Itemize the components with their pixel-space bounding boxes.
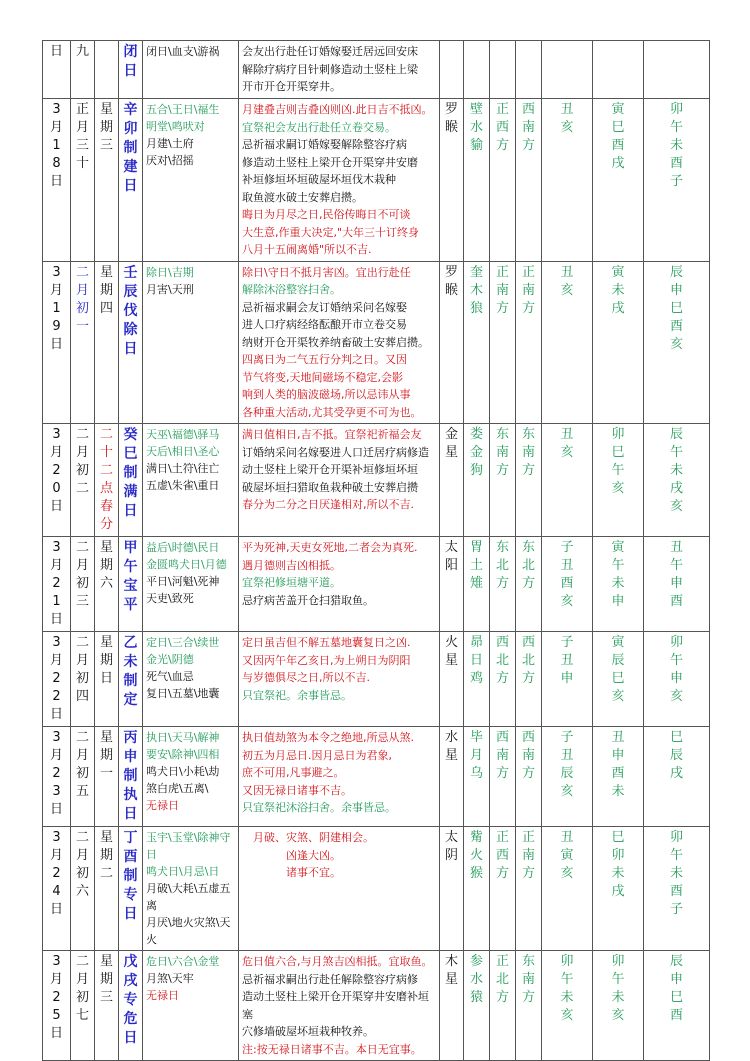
jixiong-cell xyxy=(143,632,239,727)
ji-hours-1-cell xyxy=(593,951,644,1061)
yiji-line: 与岁德俱尽之日,所以不吉. xyxy=(242,671,370,684)
weekday-cell xyxy=(95,99,119,262)
ganzhi-day: 闭日 xyxy=(123,44,138,79)
weekday: 星期二 xyxy=(99,830,113,881)
weekday: 星期一 xyxy=(99,730,113,781)
lunar-mansion: 胃土雉 xyxy=(469,540,483,591)
ji-hours-1: 卯午未亥 xyxy=(611,954,625,1023)
xi-shen-direction: 东南方 xyxy=(495,427,509,478)
solar-date-cell xyxy=(43,632,71,727)
yiji-cell xyxy=(239,424,440,537)
yiji-line: 穴修墙破屋坏垣栽种牧养。 xyxy=(242,1025,374,1038)
yiji-line: 庶不可用,凡事避之。 xyxy=(242,766,345,779)
yiji-cell xyxy=(239,727,440,827)
ji-hours-1-cell xyxy=(593,727,644,827)
lunar-date-cell xyxy=(71,424,95,537)
jixiong-line: 厌对\招摇 xyxy=(146,154,194,167)
duty-star: 太阴 xyxy=(444,830,458,863)
xi-shen-direction: 东北方 xyxy=(495,540,509,591)
jixiong-cell xyxy=(143,727,239,827)
lunar-mansion: 觜火猴 xyxy=(469,830,483,881)
solar-date-cell xyxy=(43,424,71,537)
cai-shen-hours-cell xyxy=(542,951,593,1061)
solar-date-cell xyxy=(43,537,71,632)
solar-date-cell xyxy=(43,951,71,1061)
cai-shen-hours-cell xyxy=(542,424,593,537)
ganzhi-day: 辛卯制建日 xyxy=(123,102,138,194)
yiji-cell xyxy=(239,537,440,632)
lunar-mansion-cell xyxy=(464,632,490,727)
ji-hours-1: 巳卯未戌 xyxy=(611,830,625,899)
ji-hours-2-cell xyxy=(644,261,710,424)
jixiong-line: 无禄日 xyxy=(146,989,179,1002)
lunar-mansion: 昴日鸡 xyxy=(469,635,483,686)
ji-hours-2: 辰申巳酉亥 xyxy=(669,264,683,352)
jixiong-line: 除日\吉期 xyxy=(146,265,194,279)
jixiong-cell xyxy=(143,261,239,424)
xi-shen-direction: 正西方 xyxy=(495,102,509,153)
yiji-line: 造动土竖柱上梁开仓开渠穿井安磨补垣塞 xyxy=(242,990,429,1021)
almanac-row xyxy=(43,951,710,1061)
fu-shen-direction-cell xyxy=(516,951,542,1061)
yiji-cell xyxy=(239,99,440,262)
xi-shen-direction-cell xyxy=(490,424,516,537)
yiji-line: 凶逢大凶。 xyxy=(242,848,341,862)
weekday: 二十二点春分 xyxy=(99,427,113,532)
yiji-line: 解除疗病疗目针刺修造动土竖柱上梁 xyxy=(242,62,418,76)
jixiong-line: 无禄日 xyxy=(146,799,179,812)
cai-shen-hours-cell xyxy=(542,261,593,424)
duty-star-cell xyxy=(440,727,464,827)
ji-hours-1-cell xyxy=(593,632,644,727)
cai-shen-hours: 丑亥 xyxy=(560,264,574,298)
weekday-cell xyxy=(95,41,119,99)
jixiong-line: 益后\时德\民日 xyxy=(146,541,220,554)
yiji-line: 晦日为月尽之日,民俗传晦日不可谈 xyxy=(242,208,411,221)
fu-shen-direction-cell xyxy=(516,424,542,537)
jixiong-line: 金匮鸣犬日\月德 xyxy=(146,558,227,571)
yiji-line: 开市开仓开渠穿井。 xyxy=(242,80,341,93)
jixiong-line: 玉宇\玉堂\除神守日 xyxy=(146,831,231,861)
jixiong-line: 明堂\鸣吠对 xyxy=(146,120,205,133)
yiji-line: 各种重大活动,尤其受孕更不可为也。 xyxy=(242,405,422,419)
lunar-mansion: 奎木狼 xyxy=(469,264,483,316)
jixiong-cell xyxy=(143,41,239,99)
jixiong-cell xyxy=(143,424,239,537)
fu-shen-direction: 正南方 xyxy=(521,830,535,881)
fu-shen-direction: 正南方 xyxy=(521,264,535,316)
yiji-line: 节气将变,天地间磁场不稳定,会影 xyxy=(242,370,403,384)
lunar-date: 二月初三 xyxy=(75,540,89,609)
duty-star: 太阳 xyxy=(444,540,458,573)
lunar-date: 二月初四 xyxy=(75,635,89,704)
lunar-mansion-cell xyxy=(464,261,490,424)
fu-shen-direction: 东南方 xyxy=(521,427,535,478)
lunar-date-cell xyxy=(71,727,95,827)
solar-date-cell xyxy=(43,261,71,424)
jixiong-line: 鸣犬日\月忌\日 xyxy=(146,865,220,878)
ji-hours-1: 寅巳酉戌 xyxy=(611,102,625,171)
xi-shen-direction-cell xyxy=(490,261,516,424)
lunar-date-cell xyxy=(71,261,95,424)
yiji-cell xyxy=(239,951,440,1061)
yiji-line: 又因丙午年乙亥日,为上朔日为阴阳 xyxy=(242,653,411,667)
jixiong-line: 月破\大耗\五虚五离 xyxy=(146,882,231,912)
ji-hours-1: 寅辰巳亥 xyxy=(611,635,625,704)
yiji-line: 八月十五闹离婚"所以不吉. xyxy=(242,243,372,256)
jixiong-line: 煞白虎\五离\ xyxy=(146,782,209,795)
ganzhi-day-cell xyxy=(119,99,143,262)
fu-shen-direction-cell xyxy=(516,632,542,727)
fu-shen-direction-cell xyxy=(516,99,542,262)
jixiong-line: 五合\王日\福生 xyxy=(146,103,220,116)
almanac-table xyxy=(42,40,710,1061)
solar-date: 3月24日 xyxy=(49,830,63,917)
xi-shen-direction-cell xyxy=(490,537,516,632)
yiji-line: 取鱼渡水破土安葬启攒。 xyxy=(242,190,363,204)
duty-star-cell xyxy=(440,632,464,727)
weekday-cell xyxy=(95,537,119,632)
lunar-date: 二月初七 xyxy=(75,954,89,1023)
yiji-line: 定日虽吉但不解五墓地囊复日之凶. xyxy=(242,636,411,649)
yiji-line: 宜祭祀会友出行赴任立卷交易。 xyxy=(242,120,396,134)
duty-star-cell xyxy=(440,537,464,632)
fu-shen-direction: 西北方 xyxy=(521,635,535,686)
jixiong-cell xyxy=(143,537,239,632)
yiji-line: 动土竖柱上梁开仓开渠补垣修垣坏垣 xyxy=(242,463,418,476)
jixiong-line: 月煞\天牢 xyxy=(146,972,194,985)
lunar-date-cell xyxy=(71,41,95,99)
fu-shen-direction: 西南方 xyxy=(521,102,535,153)
yiji-line: 宜祭祀修垣塘平道。 xyxy=(242,576,341,589)
weekday: 星期三 xyxy=(99,954,113,1005)
lunar-date: 二月初一 xyxy=(75,264,89,334)
yiji-line: 四离日为二气五行分判之日。又因 xyxy=(242,353,407,366)
lunar-date: 九 xyxy=(75,44,89,59)
ganzhi-day-cell xyxy=(119,537,143,632)
ji-hours-2-cell xyxy=(644,99,710,262)
yiji-line: 破屋坏垣扫猎取鱼栽种破土安葬启攒 xyxy=(242,480,418,494)
duty-star-cell xyxy=(440,99,464,262)
lunar-mansion-cell xyxy=(464,99,490,262)
yiji-line: 月建叠吉则吉叠凶则凶.此日吉不抵凶。 xyxy=(242,103,433,116)
lunar-date: 二月初五 xyxy=(75,730,89,799)
ganzhi-day: 乙未制定 xyxy=(123,635,138,708)
yiji-line: 只宜祭祀。余事皆忌。 xyxy=(242,688,352,702)
yiji-line: 响到人类的脑波磁场,所以忌讳从事 xyxy=(242,388,411,401)
jixiong-line: 定日\三合\续世 xyxy=(146,636,220,649)
cai-shen-hours: 丑亥 xyxy=(560,102,574,135)
ganzhi-day: 癸巳制满日 xyxy=(123,427,138,519)
ji-hours-2-cell xyxy=(644,41,710,99)
jixiong-line: 天后\相日\圣心 xyxy=(146,445,220,458)
cai-shen-hours: 子丑申 xyxy=(560,635,574,686)
cai-shen-hours-cell xyxy=(542,41,593,99)
ganzhi-day: 壬辰伐除日 xyxy=(123,264,138,357)
yiji-cell xyxy=(239,261,440,424)
ji-hours-2-cell xyxy=(644,632,710,727)
ji-hours-2: 巳辰戌 xyxy=(669,730,683,781)
jixiong-line: 死气\血忌 xyxy=(146,670,194,683)
ji-hours-2: 卯午申亥 xyxy=(669,635,683,704)
jixiong-line: 月害\天刑 xyxy=(146,282,194,296)
yiji-line: 遇月德则吉凶相抵。 xyxy=(242,558,341,572)
ji-hours-1: 寅午未申 xyxy=(611,540,625,609)
solar-date: 日 xyxy=(49,44,63,59)
yiji-line: 进人口疗病经络酝酿开市立卷交易 xyxy=(242,318,407,331)
ji-hours-2: 丑午申酉 xyxy=(669,540,683,609)
fu-shen-direction: 西南方 xyxy=(521,730,535,781)
yiji-line: 注:按无禄日诸事不吉。本日无宜事。 xyxy=(242,1042,422,1056)
jixiong-cell xyxy=(143,951,239,1061)
xi-shen-direction: 正西方 xyxy=(495,830,509,881)
almanac-row xyxy=(43,727,710,827)
cai-shen-hours-cell xyxy=(542,632,593,727)
xi-shen-direction: 西北方 xyxy=(495,635,509,686)
almanac-row xyxy=(43,41,710,99)
ji-hours-1: 寅未戌 xyxy=(611,264,625,316)
jixiong-line: 满日\土符\往亡 xyxy=(146,462,220,475)
jixiong-line: 闭日\血支\游祸 xyxy=(146,45,220,58)
xi-shen-direction: 正南方 xyxy=(495,264,509,316)
weekday-cell xyxy=(95,632,119,727)
weekday-cell xyxy=(95,424,119,537)
weekday-cell xyxy=(95,951,119,1061)
solar-date: 3月21日 xyxy=(49,540,63,627)
ganzhi-day-cell xyxy=(119,632,143,727)
xi-shen-direction: 西南方 xyxy=(495,730,509,781)
jixiong-line: 五虚\朱雀\重日 xyxy=(146,479,220,492)
lunar-mansion-cell xyxy=(464,424,490,537)
almanac-row xyxy=(43,424,710,537)
duty-star: 火星 xyxy=(444,635,458,668)
lunar-date-cell xyxy=(71,951,95,1061)
almanac-row xyxy=(43,99,710,262)
jixiong-line: 月建\土府 xyxy=(146,137,194,150)
ji-hours-2: 卯午未酉子 xyxy=(669,102,683,189)
cai-shen-hours: 丑亥 xyxy=(560,427,574,460)
lunar-date-cell xyxy=(71,537,95,632)
lunar-mansion-cell xyxy=(464,537,490,632)
jixiong-line: 要安\除神\四相 xyxy=(146,748,220,761)
xi-shen-direction-cell xyxy=(490,727,516,827)
yiji-line: 纳财开仓开渠牧养纳畜破土安葬启攒。 xyxy=(242,335,429,349)
xi-shen-direction-cell xyxy=(490,951,516,1061)
yiji-line: 诸事不宜。 xyxy=(242,866,341,879)
lunar-date: 二月初二 xyxy=(75,427,89,496)
solar-date: 3月23日 xyxy=(49,730,63,817)
cai-shen-hours: 丑寅亥 xyxy=(560,830,574,881)
ji-hours-2-cell xyxy=(644,727,710,827)
yiji-line: 忌疗病苦盖开仓扫猎取鱼。 xyxy=(242,593,374,607)
ji-hours-1-cell xyxy=(593,99,644,262)
jixiong-line: 危日\六合\金堂 xyxy=(146,955,220,968)
jixiong-line: 月厌\地火灾煞\天火 xyxy=(146,916,231,946)
lunar-date-cell xyxy=(71,632,95,727)
cai-shen-hours: 卯午未亥 xyxy=(560,954,574,1023)
ganzhi-day: 甲午宝平 xyxy=(123,540,138,613)
solar-date: 3月22日 xyxy=(49,635,63,722)
yiji-line: 满日值相日,吉不抵。宜祭祀祈福会友 xyxy=(242,428,422,441)
jixiong-line: 平日\河魁\死神 xyxy=(146,575,220,588)
fu-shen-direction: 东北方 xyxy=(521,540,535,591)
almanac-row xyxy=(43,632,710,727)
ji-hours-1-cell xyxy=(593,261,644,424)
jixiong-line: 天吏\致死 xyxy=(146,592,194,605)
fu-shen-direction-cell xyxy=(516,41,542,99)
xi-shen-direction-cell xyxy=(490,632,516,727)
almanac-row xyxy=(43,537,710,632)
almanac-row xyxy=(43,261,710,424)
yiji-line: 执日值劫煞为本令之绝地,所忌从煞. xyxy=(242,731,414,744)
duty-star-cell xyxy=(440,261,464,424)
yiji-line: 除日\守日不抵月害凶。宜出行赴任 xyxy=(242,265,411,279)
yiji-line: 订婚纳采问名嫁娶进人口迁居疗病修造 xyxy=(242,445,429,459)
yiji-line: 解除沐浴整容扫舍。 xyxy=(242,283,341,296)
solar-date-cell xyxy=(43,41,71,99)
cai-shen-hours-cell xyxy=(542,99,593,262)
ji-hours-2: 辰午未戌亥 xyxy=(669,427,683,514)
yiji-line: 忌祈福求嗣订婚嫁娶解除整容疗病 xyxy=(242,138,407,151)
lunar-mansion: 毕月乌 xyxy=(469,730,483,781)
solar-date: 3月18日 xyxy=(49,102,63,189)
duty-star-cell xyxy=(440,41,464,99)
duty-star: 金星 xyxy=(444,427,458,460)
cai-shen-hours: 子丑辰亥 xyxy=(560,730,574,799)
duty-star: 水星 xyxy=(444,730,458,763)
ganzhi-day-cell xyxy=(119,727,143,827)
weekday: 星期六 xyxy=(99,540,113,591)
jixiong-line: 天巫\福德\驿马 xyxy=(146,428,220,441)
solar-date: 3月25日 xyxy=(49,954,63,1041)
ji-hours-2-cell xyxy=(644,537,710,632)
yiji-cell xyxy=(239,41,440,99)
yiji-line: 修造动土竖柱上梁开仓开渠穿井安磨 xyxy=(242,155,418,169)
solar-date-cell xyxy=(43,727,71,827)
ganzhi-day-cell xyxy=(119,951,143,1061)
duty-star: 罗睺 xyxy=(444,264,458,298)
xi-shen-direction: 正北方 xyxy=(495,954,509,1005)
xi-shen-direction-cell xyxy=(490,41,516,99)
cai-shen-hours-cell xyxy=(542,727,593,827)
duty-star-cell xyxy=(440,951,464,1061)
yiji-line: 大生意,作重大决定,"大年三十订终身 xyxy=(242,225,420,239)
ganzhi-day-cell xyxy=(119,261,143,424)
jixiong-line: 金光\阴德 xyxy=(146,653,194,666)
lunar-mansion-cell xyxy=(464,951,490,1061)
duty-star: 木星 xyxy=(444,954,458,987)
ganzhi-day-cell xyxy=(119,41,143,99)
ganzhi-day: 戊戌专危日 xyxy=(123,954,138,1046)
duty-star-cell xyxy=(440,424,464,537)
fu-shen-direction-cell xyxy=(516,261,542,424)
solar-date: 3月20日 xyxy=(49,427,63,514)
yiji-line: 只宜祭祀沐浴扫舍。余事皆忌。 xyxy=(242,801,396,814)
lunar-date-cell xyxy=(71,99,95,262)
ji-hours-1-cell xyxy=(593,537,644,632)
ji-hours-1-cell xyxy=(593,424,644,537)
ganzhi-day-cell xyxy=(119,424,143,537)
yiji-line: 会友出行赴任订婚嫁娶迁居远回安床 xyxy=(242,45,418,58)
lunar-mansion: 参水猿 xyxy=(469,954,483,1005)
ji-hours-1: 卯巳午亥 xyxy=(611,427,625,496)
ji-hours-2-cell xyxy=(644,424,710,537)
lunar-mansion-cell xyxy=(464,41,490,99)
yiji-line: 补垣修垣坏垣破屋坏垣伐木栽种 xyxy=(242,173,396,186)
xi-shen-direction-cell xyxy=(490,99,516,262)
yiji-line: 春分为二分之日厌逢相对,所以不吉. xyxy=(242,498,414,511)
ji-hours-2: 辰申巳酉 xyxy=(669,954,683,1023)
lunar-mansion: 娄金狗 xyxy=(469,427,483,478)
solar-date-cell xyxy=(43,99,71,262)
lunar-date: 二月初六 xyxy=(75,830,89,899)
solar-date: 3月19日 xyxy=(49,264,63,352)
yiji-line: 平为死神,天吏女死地,二者会为真死. xyxy=(242,541,418,554)
jixiong-line: 鸣犬日\小耗\劫 xyxy=(146,765,220,778)
lunar-date: 正月三十 xyxy=(75,102,89,171)
ganzhi-day: 丁酉制专日 xyxy=(123,830,138,922)
ji-hours-1: 丑申酉未 xyxy=(611,730,625,799)
duty-star: 罗睺 xyxy=(444,102,458,135)
lunar-mansion-cell xyxy=(464,727,490,827)
fu-shen-direction-cell xyxy=(516,727,542,827)
weekday: 星期三 xyxy=(99,102,113,153)
weekday: 星期日 xyxy=(99,635,113,686)
yiji-line: 危日值六合,与月煞吉凶相抵。宜取鱼。 xyxy=(242,955,433,968)
ganzhi-day: 丙申制执日 xyxy=(123,730,138,822)
jixiong-line: 执日\天马\解神 xyxy=(146,731,220,744)
weekday: 星期四 xyxy=(99,264,113,316)
yiji-line: 忌祈福求嗣出行赴任解除整容疗病修 xyxy=(242,972,418,986)
ji-hours-1-cell xyxy=(593,41,644,99)
yiji-line: 又因无禄日诸事不吉。 xyxy=(242,783,352,797)
ji-hours-2: 卯午未酉子 xyxy=(669,830,683,917)
yiji-line: 初五为月忌日.因月忌日为君象, xyxy=(242,748,392,762)
yiji-line: 月破、灾煞、阴建相会。 xyxy=(242,831,374,844)
jixiong-line: 复日\五墓\地囊 xyxy=(146,687,220,700)
weekday-cell xyxy=(95,727,119,827)
cai-shen-hours-cell xyxy=(542,537,593,632)
jixiong-cell xyxy=(143,99,239,262)
lunar-mansion: 壁水貐 xyxy=(469,102,483,153)
yiji-cell xyxy=(239,632,440,727)
cai-shen-hours: 子丑酉亥 xyxy=(560,540,574,609)
yiji-line: 忌祈福求嗣会友订婚纳采问名嫁娶 xyxy=(242,300,407,314)
ji-hours-2-cell xyxy=(644,951,710,1061)
fu-shen-direction-cell xyxy=(516,537,542,632)
weekday-cell xyxy=(95,261,119,424)
fu-shen-direction: 东南方 xyxy=(521,954,535,1005)
